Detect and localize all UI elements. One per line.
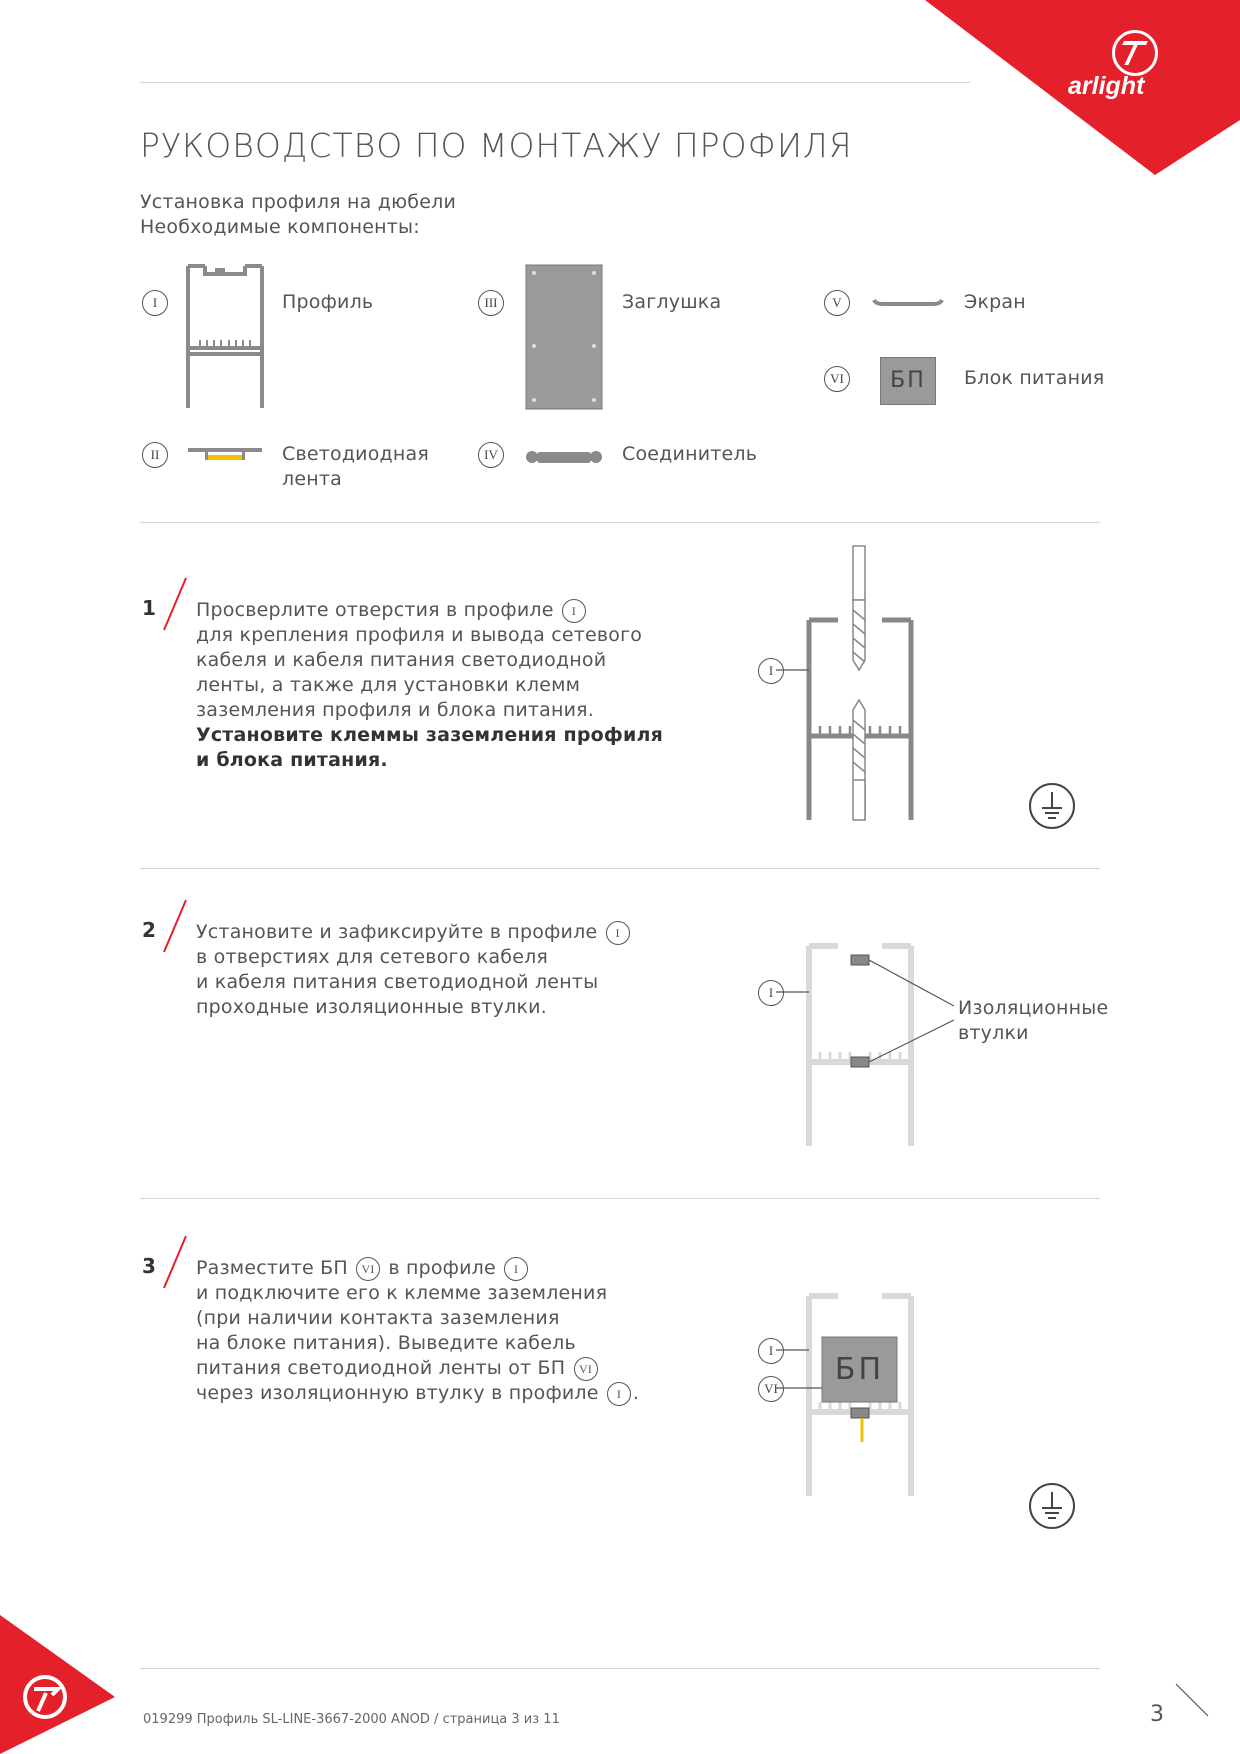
component-label-led-2: лента [282, 468, 342, 490]
step-2-slash-icon [160, 898, 190, 954]
component-label-cap: Заглушка [622, 291, 722, 313]
step-1-line-5: заземления профиля и блока питания. [196, 699, 595, 721]
component-label-led-1: Светодиодная [282, 443, 429, 465]
step-2-line-4: проходные изоляционные втулки. [196, 996, 547, 1018]
page-corner-line-icon [1172, 1680, 1212, 1720]
connector-icon [525, 445, 603, 469]
component-label-profile: Профиль [282, 291, 374, 313]
step-3-callout-i: I [758, 1338, 784, 1364]
step-3-ref-vi: VI [356, 1257, 380, 1281]
intro-line-1: Установка профиля на дюбели [140, 191, 456, 213]
step-1-callout-i: I [758, 658, 784, 684]
step-3-line-5: питания светодиодной ленты от БП [196, 1357, 566, 1379]
component-label-screen: Экран [964, 291, 1026, 313]
step-2-callout-i: I [758, 980, 784, 1006]
step-1-line-2: для крепления профиля и вывода сетевого [196, 624, 643, 646]
step-3-line-3: (при наличии контакта заземления [196, 1307, 560, 1329]
step-2-text [196, 920, 632, 1020]
logo-text: arlight [1068, 72, 1145, 100]
step-3-number: 3 [142, 1254, 156, 1278]
step-3-drawing [740, 1290, 1080, 1540]
led-strip-icon [188, 446, 262, 466]
step-3-callout-vi: VI [758, 1376, 784, 1402]
footer-corner [0, 1615, 120, 1754]
step-2-drawing [740, 940, 970, 1150]
step-3-line-4: на блоке питания). Выведите кабель [196, 1332, 576, 1354]
step-1-text [196, 598, 663, 773]
component-label-connector: Соединитель [622, 443, 758, 465]
step-2-label-2: втулки [958, 1022, 1029, 1044]
screen-icon [872, 296, 944, 310]
step-2-line-2: в отверстиях для сетевого кабеля [196, 946, 549, 968]
component-num-iv: IV [478, 442, 504, 468]
step-1-ref-i: I [562, 599, 586, 623]
step-1-drawing [740, 540, 1080, 830]
component-num-i: I [142, 290, 168, 316]
step-3-ref-vi-2: VI [574, 1357, 598, 1381]
component-num-iii: III [478, 290, 504, 316]
step-1-line-4: ленты, а также для установки клемм [196, 674, 581, 696]
section-rule-3 [140, 1198, 1100, 1199]
footer-rule [140, 1668, 1100, 1669]
component-num-v: V [824, 290, 850, 316]
step-3-line-6: через изоляционную втулку в профиле [196, 1382, 599, 1404]
step-2-line-3: и кабеля питания светодиодной ленты [196, 971, 599, 993]
step-2-line-1: Установите и зафиксируйте в профиле [196, 921, 598, 943]
step-1-line-1: Просверлите отверстия в профиле [196, 599, 554, 621]
step-1-line-3: кабеля и кабеля питания светодиодной [196, 649, 607, 671]
step-1-bold-2: и блока питания. [196, 749, 388, 771]
section-rule-2 [140, 868, 1100, 869]
power-supply-icon: БП [880, 357, 936, 405]
intro-line-2: Необходимые компоненты: [140, 216, 420, 238]
step-1-bold-1: Установите клеммы заземления профиля [196, 724, 663, 746]
step-3-ref-i-2: I [607, 1382, 631, 1406]
step-3-power-supply-label: БП [834, 1352, 885, 1387]
component-num-vi: VI [824, 366, 850, 392]
page-number: 3 [1150, 1702, 1164, 1727]
step-1-slash-icon [160, 576, 190, 632]
step-2-label-1: Изоляционные [958, 997, 1109, 1019]
page-title: РУКОВОДСТВО ПО МОНТАЖУ ПРОФИЛЯ [140, 126, 853, 165]
profile-icon [185, 262, 265, 410]
step-2-number: 2 [142, 918, 156, 942]
step-3-line-2: и подключите его к клемме заземления [196, 1282, 608, 1304]
component-num-ii: II [142, 442, 168, 468]
step-2-ref-i: I [606, 921, 630, 945]
footer-text: 019299 Профиль SL-LINE-3667-2000 ANOD / страница 3 из 11 [143, 1712, 560, 1727]
step-3-line-1b: в профиле [388, 1257, 496, 1279]
step-3-ref-i: I [504, 1257, 528, 1281]
step-3-slash-icon [160, 1234, 190, 1290]
step-3-line-6-end: . [632, 1382, 640, 1404]
top-rule [140, 82, 970, 83]
section-rule-1 [140, 522, 1100, 523]
end-cap-icon [525, 264, 603, 410]
step-1-number: 1 [142, 596, 156, 620]
logo-circle-icon [1112, 30, 1158, 76]
step-3-text [196, 1256, 639, 1406]
component-label-power: Блок питания [964, 367, 1105, 389]
step-3-line-1a: Разместите БП [196, 1257, 348, 1279]
